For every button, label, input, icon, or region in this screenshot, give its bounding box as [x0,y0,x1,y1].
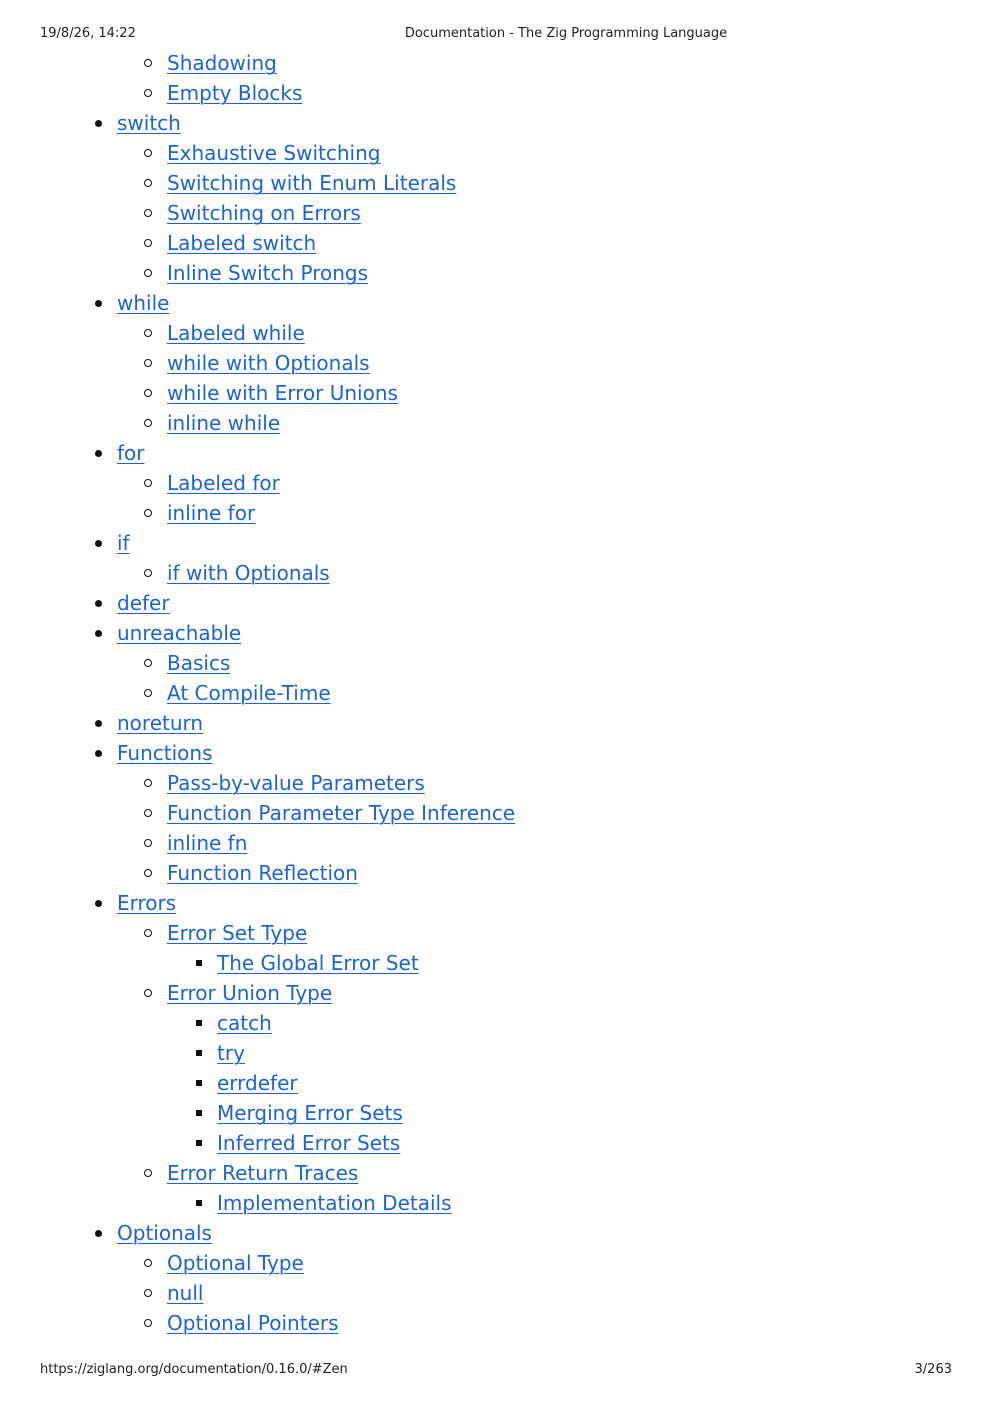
disc-bullet-icon [95,120,102,127]
toc-link[interactable]: if with Optionals [167,561,330,585]
toc-item [0,48,515,78]
toc-item [0,288,515,318]
toc-link[interactable]: Function Parameter Type Inference [167,801,516,825]
toc-item [0,258,515,288]
circle-bullet-icon [144,869,152,877]
toc-item [0,858,515,888]
toc-link[interactable]: null [167,1281,204,1305]
toc-item [0,168,515,198]
toc-item [0,948,515,978]
toc-link[interactable]: Labeled for [167,471,280,495]
toc-link[interactable]: Error Return Traces [167,1161,359,1185]
toc-item [0,318,515,348]
page-title-header [0,26,992,41]
toc-item [0,798,515,828]
toc-item [0,108,515,138]
toc-item [0,228,515,258]
circle-bullet-icon [144,209,152,217]
disc-bullet-icon [95,540,102,547]
toc-link[interactable]: unreachable [117,621,242,645]
circle-bullet-icon [144,809,152,817]
circle-bullet-icon [144,359,152,367]
toc-item [0,558,515,588]
toc-item [0,438,515,468]
disc-bullet-icon [95,900,102,907]
toc-link[interactable]: Error Set Type [167,921,308,945]
circle-bullet-icon [144,1319,152,1327]
toc-item [0,1128,515,1158]
toc-link[interactable]: catch [217,1011,272,1035]
toc-link[interactable]: Pass-by-value Parameters [167,771,425,795]
toc-link[interactable]: Switching with Enum Literals [167,171,457,195]
toc-item [0,348,515,378]
toc-link[interactable]: Exhaustive Switching [167,141,381,165]
toc-item [0,828,515,858]
toc-link[interactable]: Optionals [117,1221,212,1245]
disc-bullet-icon [95,750,102,757]
toc-link[interactable]: Inline Switch Prongs [167,261,369,285]
toc-link[interactable]: inline fn [167,831,248,855]
toc-item [0,1248,515,1278]
toc-item [0,1308,515,1338]
table-of-contents [0,48,515,1338]
disc-bullet-icon [95,720,102,727]
disc-bullet-icon [95,300,102,307]
circle-bullet-icon [144,419,152,427]
circle-bullet-icon [144,59,152,67]
disc-bullet-icon [95,600,102,607]
toc-link[interactable]: Function Reflection [167,861,358,885]
toc-link[interactable]: Inferred Error Sets [217,1131,401,1155]
circle-bullet-icon [144,479,152,487]
circle-bullet-icon [144,509,152,517]
circle-bullet-icon [144,569,152,577]
circle-bullet-icon [144,929,152,937]
page-url: https://ziglang.org/documentation/0.16.0/#Zen [40,1362,348,1377]
toc-link[interactable]: Errors [117,891,177,915]
toc-item [0,1158,515,1188]
toc-link[interactable]: switch [117,111,181,135]
toc-item [0,618,515,648]
toc-item [0,1068,515,1098]
square-bullet-icon [196,960,202,966]
page-number: 3/263 [914,1362,952,1377]
toc-item [0,408,515,438]
circle-bullet-icon [144,659,152,667]
toc-item [0,1008,515,1038]
toc-link[interactable]: try [217,1041,245,1065]
toc-item [0,708,515,738]
toc-item [0,588,515,618]
toc-item [0,648,515,678]
square-bullet-icon [196,1110,202,1116]
toc-link[interactable]: Merging Error Sets [217,1101,403,1125]
toc-link[interactable]: for [117,441,145,465]
toc-link[interactable]: Labeled switch [167,231,317,255]
circle-bullet-icon [144,149,152,157]
toc-item [0,678,515,708]
disc-bullet-icon [95,630,102,637]
toc-link[interactable]: Labeled while [167,321,305,345]
disc-bullet-icon [95,450,102,457]
circle-bullet-icon [144,269,152,277]
toc-link[interactable]: inline while [167,411,281,435]
toc-item [0,198,515,228]
toc-item [0,738,515,768]
toc-item [0,918,515,948]
toc-link[interactable]: Shadowing [167,51,277,75]
toc-link[interactable]: Basics [167,651,231,675]
toc-item [0,138,515,168]
toc-link[interactable]: inline for [167,501,256,525]
toc-item [0,1038,515,1068]
circle-bullet-icon [144,1289,152,1297]
disc-bullet-icon [95,1230,102,1237]
toc-link[interactable]: The Global Error Set [217,951,419,975]
square-bullet-icon [196,1140,202,1146]
circle-bullet-icon [144,1259,152,1267]
square-bullet-icon [196,1080,202,1086]
toc-link[interactable]: while [117,291,170,315]
toc-item [0,768,515,798]
toc-item [0,498,515,528]
toc-item [0,528,515,558]
square-bullet-icon [196,1050,202,1056]
toc-link[interactable]: Implementation Details [217,1191,452,1215]
circle-bullet-icon [144,689,152,697]
toc-item [0,468,515,498]
toc-item [0,978,515,1008]
circle-bullet-icon [144,989,152,997]
toc-item [0,1278,515,1308]
page-title: Documentation - The Zig Programming Language [404,26,728,41]
circle-bullet-icon [144,839,152,847]
toc-link[interactable]: defer [117,591,170,615]
toc-link[interactable]: noreturn [117,711,204,735]
toc-link[interactable]: Empty Blocks [167,81,303,105]
toc-link[interactable]: while with Error Unions [167,381,398,405]
toc-item [0,888,515,918]
toc-link[interactable]: At Compile-Time [167,681,331,705]
toc-link[interactable]: while with Optionals [167,351,370,375]
circle-bullet-icon [144,329,152,337]
toc-item [0,1188,515,1218]
circle-bullet-icon [144,89,152,97]
toc-item [0,378,515,408]
toc-link[interactable]: Switching on Errors [167,201,361,225]
toc-item [0,1098,515,1128]
circle-bullet-icon [144,179,152,187]
circle-bullet-icon [144,239,152,247]
square-bullet-icon [196,1020,202,1026]
toc-link[interactable]: errdefer [217,1071,298,1095]
toc-link[interactable]: Error Union Type [167,981,333,1005]
toc-link[interactable]: if [117,531,130,555]
circle-bullet-icon [144,1169,152,1177]
circle-bullet-icon [144,389,152,397]
toc-link[interactable]: Optional Pointers [167,1311,339,1335]
square-bullet-icon [196,1200,202,1206]
circle-bullet-icon [144,779,152,787]
toc-item [0,1218,515,1248]
toc-link[interactable]: Functions [117,741,213,765]
toc-link[interactable]: Optional Type [167,1251,304,1275]
print-datetime: 19/8/26, 14:22 [40,26,136,41]
toc-item [0,78,515,108]
